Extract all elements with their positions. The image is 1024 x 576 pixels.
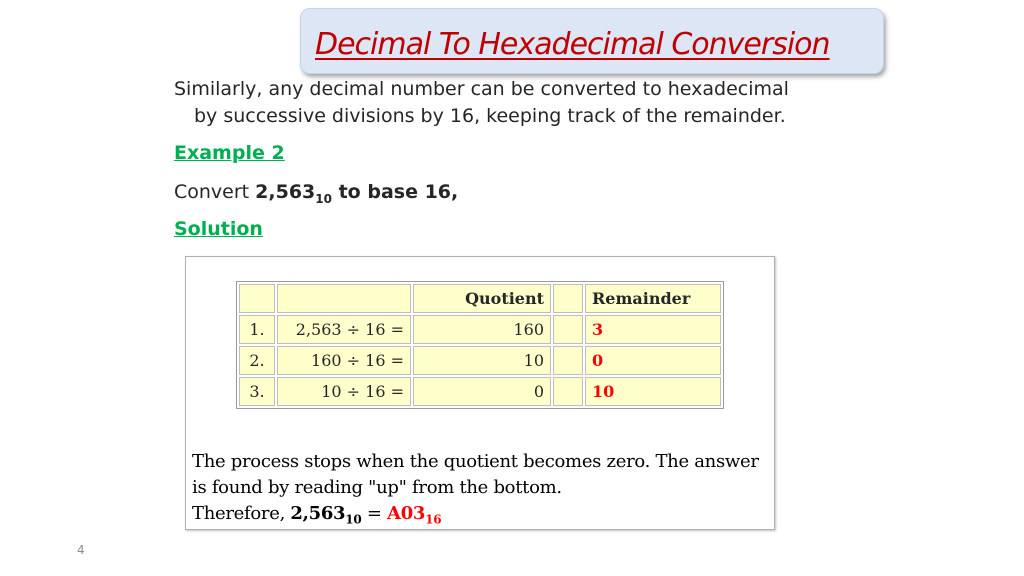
title-box	[300, 8, 884, 74]
result-hex: $A03_{16}$	[387, 503, 442, 527]
note-line-2: is found by reading "up" from the bottom.	[192, 477, 562, 498]
note-line-3	[192, 501, 772, 533]
result-equals: =	[361, 503, 388, 524]
slide-title: Decimal To Hexadecimal Conversion	[315, 27, 830, 62]
header-cell-spacer	[553, 284, 583, 313]
solution-label: Solution	[174, 218, 263, 240]
convert-prefix: Convert	[174, 181, 256, 203]
header-cell-step	[239, 284, 275, 313]
table-row	[239, 377, 721, 406]
step-cell: 1.	[239, 315, 275, 344]
convert-base-subscript: 10	[315, 191, 332, 206]
result-decimal: $2,563_{10}$	[290, 503, 362, 527]
header-remainder: Remainder	[585, 284, 721, 313]
expression-cell: 10 ÷ 16 =	[277, 377, 411, 406]
table-row	[239, 346, 721, 375]
remainder-cell: 0	[585, 346, 721, 375]
result-decimal-subscript: 10	[345, 512, 362, 527]
table-header-row	[239, 284, 721, 313]
convert-number: $2,563_{10}$ to base 16,	[255, 181, 459, 206]
slide-number: 4	[77, 543, 85, 557]
conclusion-note	[192, 449, 772, 533]
quotient-cell: 10	[413, 346, 551, 375]
remainder-cell: 10	[585, 377, 721, 406]
division-table	[236, 281, 724, 409]
convert-statement	[174, 181, 458, 206]
expression-cell: 2,563 ÷ 16 =	[277, 315, 411, 344]
solution-panel	[185, 256, 775, 530]
step-cell: 3.	[239, 377, 275, 406]
step-cell: 2.	[239, 346, 275, 375]
intro-line-1: Similarly, any decimal number can be converted to hexadecimal	[174, 78, 789, 100]
header-quotient: Quotient	[413, 284, 551, 313]
note-therefore: Therefore,	[192, 503, 291, 524]
spacer-cell	[553, 346, 583, 375]
table-row	[239, 315, 721, 344]
remainder-cell: 3	[585, 315, 721, 344]
spacer-cell	[553, 315, 583, 344]
example-label: Example 2	[174, 142, 285, 164]
result-hex-subscript: 16	[425, 512, 442, 527]
intro-text	[174, 76, 854, 130]
quotient-cell: 0	[413, 377, 551, 406]
header-cell-expr	[277, 284, 411, 313]
expression-cell: 160 ÷ 16 =	[277, 346, 411, 375]
quotient-cell: 160	[413, 315, 551, 344]
spacer-cell	[553, 377, 583, 406]
convert-suffix: to base 16,	[331, 181, 459, 203]
note-line-1: The process stops when the quotient becomes zero. The answer	[192, 451, 759, 472]
intro-line-2: by successive divisions by 16, keeping track of the remainder.	[194, 105, 786, 127]
